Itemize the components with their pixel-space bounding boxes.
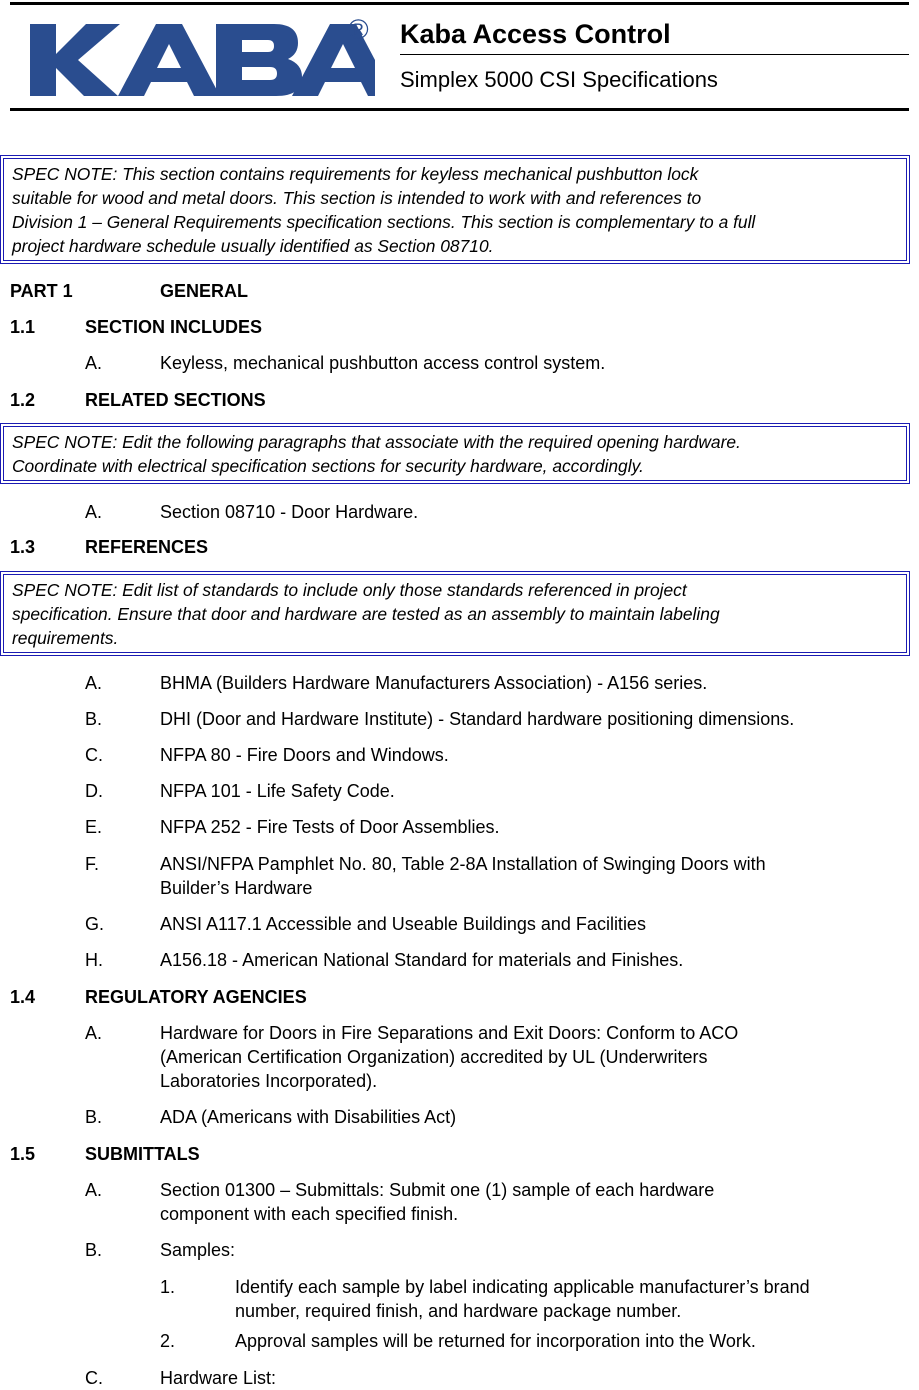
spec-note-box — [0, 571, 910, 656]
item-marker: A. — [85, 1180, 103, 1200]
item-text: NFPA 101 - Life Safety Code. — [160, 781, 395, 801]
spec-note-line: specification. Ensure that door and hardware are tested as an assembly to maintain labeling — [12, 604, 720, 624]
section-title: RELATED SECTIONS — [85, 390, 266, 410]
item-text: Samples: — [160, 1240, 236, 1260]
part-number: PART 1 — [10, 281, 73, 301]
spec-note-line: requirements. — [12, 628, 119, 648]
item-marker: D. — [85, 781, 103, 801]
item-marker: E. — [85, 817, 103, 837]
spec-note-box — [0, 423, 910, 484]
subitem-text: number, required finish, and hardware package number. — [235, 1301, 682, 1321]
section-number: 1.1 — [10, 317, 36, 337]
section-title: REGULATORY AGENCIES — [85, 987, 307, 1007]
item-marker: F. — [85, 854, 100, 874]
section-number: 1.3 — [10, 537, 36, 557]
section-title: SUBMITTALS — [85, 1144, 200, 1164]
spec-note-line: Coordinate with electrical specification sections for security hardware, accordingly. — [12, 456, 644, 476]
item-marker: B. — [85, 709, 103, 729]
registered-mark: ® — [348, 14, 369, 45]
item-marker: A. — [85, 1023, 103, 1043]
spec-note-line: suitable for wood and metal doors. This section is intended to work with and references to — [12, 188, 702, 208]
item-marker: H. — [85, 950, 103, 970]
spec-note-line: project hardware schedule usually identified as Section 08710. — [12, 236, 494, 256]
company-name: Kaba Access Control — [400, 19, 671, 49]
item-marker: B. — [85, 1107, 103, 1127]
item-marker: A. — [85, 502, 103, 522]
header-mid-rule — [400, 54, 909, 55]
item-text: ANSI/NFPA Pamphlet No. 80, Table 2-8A Installation of Swinging Doors with — [160, 854, 766, 874]
item-text: (American Certification Organization) accredited by UL (Underwriters — [160, 1047, 708, 1067]
item-text: Laboratories Incorporated). — [160, 1071, 378, 1091]
spec-note-line: SPEC NOTE: This section contains requirements for keyless mechanical pushbutton lock — [12, 164, 699, 184]
header-bottom-rule — [10, 108, 909, 111]
item-marker: A. — [85, 353, 103, 373]
spec-note-line: Division 1 – General Requirements specification sections. This section is complementary to a full — [12, 212, 756, 232]
subitem-marker: 2. — [160, 1331, 176, 1351]
section-number: 1.2 — [10, 390, 36, 410]
item-marker: C. — [85, 745, 103, 765]
part-title: GENERAL — [160, 281, 249, 301]
spec-note-line: SPEC NOTE: Edit the following paragraphs that associate with the required opening hardware. — [12, 432, 741, 452]
item-text: A156.18 - American National Standard for materials and Finishes. — [160, 950, 684, 970]
item-text: Section 01300 – Submittals: Submit one (1) sample of each hardware — [160, 1180, 715, 1200]
item-text: component with each specified finish. — [160, 1204, 459, 1224]
section-number: 1.5 — [10, 1144, 36, 1164]
item-marker: B. — [85, 1240, 103, 1260]
header-top-rule — [10, 2, 909, 5]
item-text: Builder’s Hardware — [160, 878, 313, 898]
section-number: 1.4 — [10, 987, 36, 1007]
item-text: DHI (Door and Hardware Institute) - Standard hardware positioning dimensions. — [160, 709, 795, 729]
subitem-text: Identify each sample by label indicating applicable manufacturer’s brand — [235, 1277, 810, 1297]
item-text: ANSI A117.1 Accessible and Useable Buildings and Facilities — [160, 914, 646, 934]
item-text: Hardware List: — [160, 1368, 277, 1388]
item-text: ADA (Americans with Disabilities Act) — [160, 1107, 457, 1127]
spec-note-line: SPEC NOTE: Edit list of standards to include only those standards referenced in project — [12, 580, 687, 600]
section-title: REFERENCES — [85, 537, 209, 557]
item-text: Section 08710 - Door Hardware. — [160, 502, 419, 522]
item-text: BHMA (Builders Hardware Manufacturers Association) - A156 series. — [160, 673, 708, 693]
item-marker: C. — [85, 1368, 103, 1388]
item-text: NFPA 80 - Fire Doors and Windows. — [160, 745, 449, 765]
kaba-logo — [30, 16, 375, 100]
document-subtitle: Simplex 5000 CSI Specifications — [400, 67, 718, 92]
item-text: NFPA 252 - Fire Tests of Door Assemblies. — [160, 817, 500, 837]
subitem-marker: 1. — [160, 1277, 176, 1297]
subitem-text: Approval samples will be returned for incorporation into the Work. — [235, 1331, 756, 1351]
section-title: SECTION INCLUDES — [85, 317, 263, 337]
item-marker: G. — [85, 914, 105, 934]
item-marker: A. — [85, 673, 103, 693]
item-text: Keyless, mechanical pushbutton access control system. — [160, 353, 606, 373]
item-text: Hardware for Doors in Fire Separations and Exit Doors: Conform to ACO — [160, 1023, 739, 1043]
spec-note-box — [0, 155, 910, 264]
